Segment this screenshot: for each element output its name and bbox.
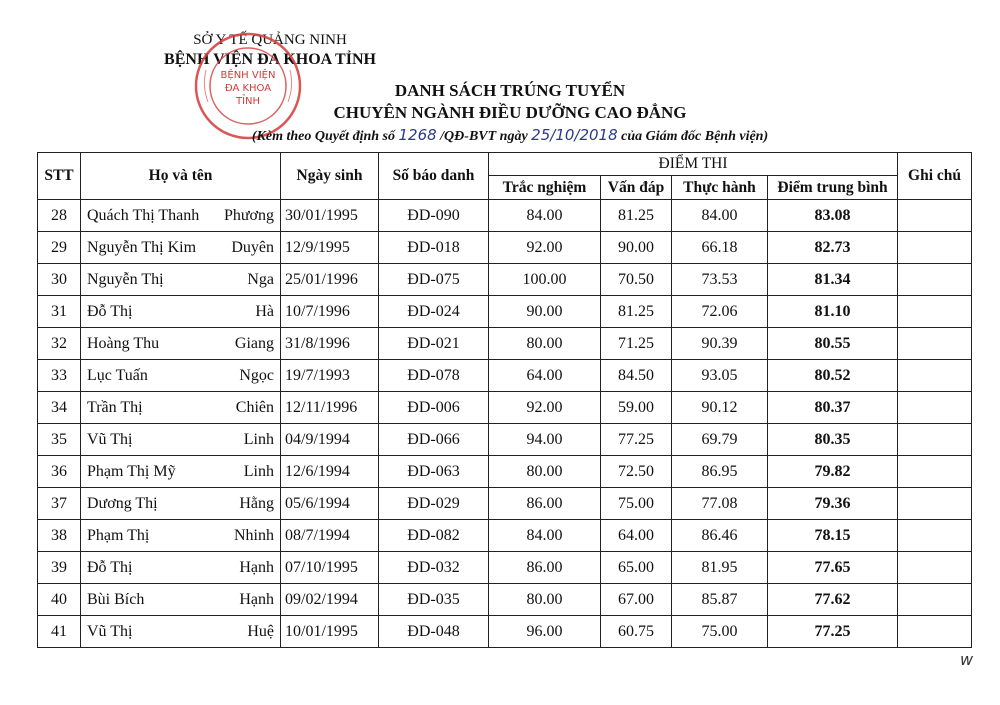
header-van-dap: Vấn đáp (601, 176, 672, 200)
cell-trac-nghiem: 80.00 (489, 328, 601, 360)
cell-dob: 31/8/1996 (281, 328, 379, 360)
cell-name (81, 616, 281, 648)
cell-van-dap: 65.00 (601, 552, 672, 584)
hospital-name: BỆNH VIỆN ĐA KHOA TỈNH (164, 51, 376, 68)
signature-mark: w (960, 650, 974, 669)
cell-stt: 38 (38, 520, 81, 552)
table-row (38, 360, 972, 392)
table-row (38, 584, 972, 616)
table-row (38, 520, 972, 552)
header-stt: STT (38, 153, 81, 200)
cell-van-dap: 90.00 (601, 232, 672, 264)
cell-van-dap: 67.00 (601, 584, 672, 616)
cell-stt: 39 (38, 552, 81, 584)
cell-given-name: Ngọc (239, 366, 274, 384)
cell-trac-nghiem: 96.00 (489, 616, 601, 648)
cell-sbd: ĐD-024 (379, 296, 489, 328)
cell-dob: 07/10/1995 (281, 552, 379, 584)
cell-avg: 77.65 (768, 552, 898, 584)
cell-avg: 79.36 (768, 488, 898, 520)
cell-stt: 28 (38, 200, 81, 232)
cell-trac-nghiem: 84.00 (489, 200, 601, 232)
cell-sbd: ĐD-035 (379, 584, 489, 616)
cell-sbd: ĐD-090 (379, 200, 489, 232)
cell-thuc-hanh: 77.08 (672, 488, 768, 520)
title-line-3 (230, 124, 790, 148)
cell-note (898, 456, 972, 488)
cell-stt: 37 (38, 488, 81, 520)
cell-given-name: Nhinh (234, 526, 274, 544)
cell-trac-nghiem: 80.00 (489, 584, 601, 616)
cell-stt: 36 (38, 456, 81, 488)
decision-suffix: của Giám đốc Bệnh viện) (621, 129, 769, 144)
cell-given-name: Linh (243, 430, 274, 448)
cell-name (81, 584, 281, 616)
table-row (38, 488, 972, 520)
cell-name (81, 392, 281, 424)
cell-avg: 80.52 (768, 360, 898, 392)
cell-stt: 30 (38, 264, 81, 296)
cell-van-dap: 81.25 (601, 296, 672, 328)
cell-avg: 82.73 (768, 232, 898, 264)
cell-given-name: Chiên (235, 398, 274, 416)
cell-thuc-hanh: 93.05 (672, 360, 768, 392)
cell-given-name: Hà (255, 302, 274, 320)
cell-family-name: Đỗ Thị (87, 302, 133, 320)
cell-note (898, 200, 972, 232)
cell-thuc-hanh: 66.18 (672, 232, 768, 264)
table-row (38, 424, 972, 456)
cell-family-name: Phạm Thị (87, 526, 150, 544)
decision-date: 25/10/2018 (531, 126, 618, 144)
cell-avg: 81.34 (768, 264, 898, 296)
cell-note (898, 296, 972, 328)
decision-mid: /QĐ-BVT ngày (440, 129, 528, 144)
cell-avg: 78.15 (768, 520, 898, 552)
cell-trac-nghiem: 86.00 (489, 552, 601, 584)
cell-trac-nghiem: 64.00 (489, 360, 601, 392)
cell-family-name: Phạm Thị Mỹ (87, 462, 176, 480)
cell-family-name: Vũ Thị (87, 622, 133, 640)
cell-note (898, 232, 972, 264)
cell-dob: 10/01/1995 (281, 616, 379, 648)
cell-given-name: Hạnh (239, 590, 274, 608)
cell-thuc-hanh: 86.95 (672, 456, 768, 488)
cell-trac-nghiem: 90.00 (489, 296, 601, 328)
cell-dob: 12/6/1994 (281, 456, 379, 488)
cell-family-name: Trần Thị (87, 398, 143, 416)
cell-family-name: Hoàng Thu (87, 334, 160, 352)
cell-given-name: Phương (223, 206, 274, 224)
department-name: SỞ Y TẾ QUẢNG NINH (193, 32, 347, 48)
cell-van-dap: 81.25 (601, 200, 672, 232)
cell-trac-nghiem: 92.00 (489, 232, 601, 264)
cell-dob: 12/11/1996 (281, 392, 379, 424)
cell-dob: 12/9/1995 (281, 232, 379, 264)
cell-note (898, 328, 972, 360)
cell-family-name: Quách Thị Thanh (87, 206, 200, 224)
table-row (38, 296, 972, 328)
cell-family-name: Vũ Thị (87, 430, 133, 448)
cell-van-dap: 72.50 (601, 456, 672, 488)
cell-note (898, 584, 972, 616)
cell-name (81, 360, 281, 392)
title-line-1: DANH SÁCH TRÚNG TUYỂN (394, 81, 626, 100)
cell-van-dap: 75.00 (601, 488, 672, 520)
cell-thuc-hanh: 84.00 (672, 200, 768, 232)
table-row (38, 456, 972, 488)
cell-dob: 30/01/1995 (281, 200, 379, 232)
cell-sbd: ĐD-063 (379, 456, 489, 488)
cell-avg: 80.35 (768, 424, 898, 456)
cell-sbd: ĐD-082 (379, 520, 489, 552)
cell-stt: 33 (38, 360, 81, 392)
results-table (37, 152, 972, 648)
cell-given-name: Giang (234, 334, 274, 352)
cell-family-name: Nguyễn Thị Kim (87, 238, 197, 256)
cell-name (81, 328, 281, 360)
decision-number: 1268 (398, 126, 437, 144)
cell-sbd: ĐD-006 (379, 392, 489, 424)
cell-trac-nghiem: 86.00 (489, 488, 601, 520)
cell-family-name: Nguyễn Thị (87, 270, 164, 288)
cell-trac-nghiem: 80.00 (489, 456, 601, 488)
cell-avg: 79.82 (768, 456, 898, 488)
header-thuc-hanh: Thực hành (672, 176, 768, 200)
cell-thuc-hanh: 90.39 (672, 328, 768, 360)
cell-given-name: Linh (243, 462, 274, 480)
cell-stt: 40 (38, 584, 81, 616)
cell-given-name: Nga (247, 270, 274, 288)
table-row (38, 232, 972, 264)
header-dob: Ngày sinh (281, 153, 379, 200)
cell-trac-nghiem: 84.00 (489, 520, 601, 552)
cell-sbd: ĐD-021 (379, 328, 489, 360)
cell-name (81, 424, 281, 456)
cell-sbd: ĐD-029 (379, 488, 489, 520)
cell-given-name: Huệ (247, 622, 274, 640)
cell-van-dap: 64.00 (601, 520, 672, 552)
cell-sbd: ĐD-048 (379, 616, 489, 648)
cell-avg: 77.25 (768, 616, 898, 648)
cell-avg: 80.37 (768, 392, 898, 424)
cell-name (81, 520, 281, 552)
cell-stt: 41 (38, 616, 81, 648)
cell-avg: 81.10 (768, 296, 898, 328)
cell-name (81, 456, 281, 488)
table-body (38, 200, 972, 648)
cell-thuc-hanh: 85.87 (672, 584, 768, 616)
cell-name (81, 232, 281, 264)
cell-stt: 31 (38, 296, 81, 328)
cell-note (898, 488, 972, 520)
title-line-2: CHUYÊN NGÀNH ĐIỀU DƯỠNG CAO ĐẲNG (333, 103, 687, 122)
cell-note (898, 360, 972, 392)
cell-thuc-hanh: 81.95 (672, 552, 768, 584)
svg-text:BỆNH VIỆN: BỆNH VIỆN (220, 70, 276, 81)
cell-name (81, 200, 281, 232)
header-sbd: Số báo danh (379, 153, 489, 200)
cell-van-dap: 77.25 (601, 424, 672, 456)
cell-van-dap: 84.50 (601, 360, 672, 392)
decision-prefix: (Kèm theo Quyết định số (251, 129, 395, 144)
cell-thuc-hanh: 73.53 (672, 264, 768, 296)
cell-stt: 29 (38, 232, 81, 264)
cell-thuc-hanh: 75.00 (672, 616, 768, 648)
cell-van-dap: 60.75 (601, 616, 672, 648)
document-title-block (230, 80, 790, 148)
cell-note (898, 392, 972, 424)
cell-van-dap: 70.50 (601, 264, 672, 296)
cell-dob: 09/02/1994 (281, 584, 379, 616)
table-row (38, 264, 972, 296)
cell-dob: 19/7/1993 (281, 360, 379, 392)
svg-text:TỈNH: TỈNH (235, 96, 261, 107)
cell-family-name: Đỗ Thị (87, 558, 133, 576)
cell-thuc-hanh: 72.06 (672, 296, 768, 328)
cell-thuc-hanh: 86.46 (672, 520, 768, 552)
table-row (38, 392, 972, 424)
cell-note (898, 552, 972, 584)
cell-trac-nghiem: 92.00 (489, 392, 601, 424)
header-avg: Điểm trung bình (768, 176, 898, 200)
header-name: Họ và tên (81, 153, 281, 200)
cell-given-name: Hạnh (239, 558, 274, 576)
cell-avg: 80.55 (768, 328, 898, 360)
header-trac-nghiem: Trắc nghiệm (489, 176, 601, 200)
cell-van-dap: 71.25 (601, 328, 672, 360)
header-note: Ghi chú (898, 153, 972, 200)
cell-family-name: Bùi Bích (87, 590, 145, 608)
cell-note (898, 520, 972, 552)
cell-stt: 34 (38, 392, 81, 424)
cell-sbd: ĐD-075 (379, 264, 489, 296)
cell-trac-nghiem: 94.00 (489, 424, 601, 456)
cell-dob: 05/6/1994 (281, 488, 379, 520)
cell-dob: 25/01/1996 (281, 264, 379, 296)
cell-family-name: Lục Tuấn (87, 366, 148, 384)
cell-family-name: Dương Thị (87, 494, 158, 512)
table-row (38, 616, 972, 648)
cell-dob: 08/7/1994 (281, 520, 379, 552)
cell-stt: 35 (38, 424, 81, 456)
cell-avg: 83.08 (768, 200, 898, 232)
cell-thuc-hanh: 69.79 (672, 424, 768, 456)
table-row (38, 328, 972, 360)
cell-dob: 04/9/1994 (281, 424, 379, 456)
cell-name (81, 296, 281, 328)
cell-avg: 77.62 (768, 584, 898, 616)
table-row (38, 200, 972, 232)
cell-sbd: ĐD-018 (379, 232, 489, 264)
cell-given-name: Hằng (239, 494, 274, 512)
cell-thuc-hanh: 90.12 (672, 392, 768, 424)
cell-sbd: ĐD-066 (379, 424, 489, 456)
cell-sbd: ĐD-032 (379, 552, 489, 584)
svg-text:ĐA KHOA: ĐA KHOA (224, 83, 272, 94)
table-row (38, 552, 972, 584)
cell-note (898, 424, 972, 456)
header-score-group: ĐIỂM THI (489, 153, 898, 176)
cell-sbd: ĐD-078 (379, 360, 489, 392)
cell-van-dap: 59.00 (601, 392, 672, 424)
cell-dob: 10/7/1996 (281, 296, 379, 328)
cell-note (898, 616, 972, 648)
cell-trac-nghiem: 100.00 (489, 264, 601, 296)
cell-name (81, 264, 281, 296)
cell-note (898, 264, 972, 296)
cell-name (81, 488, 281, 520)
cell-name (81, 552, 281, 584)
cell-given-name: Duyên (231, 238, 274, 256)
cell-stt: 32 (38, 328, 81, 360)
